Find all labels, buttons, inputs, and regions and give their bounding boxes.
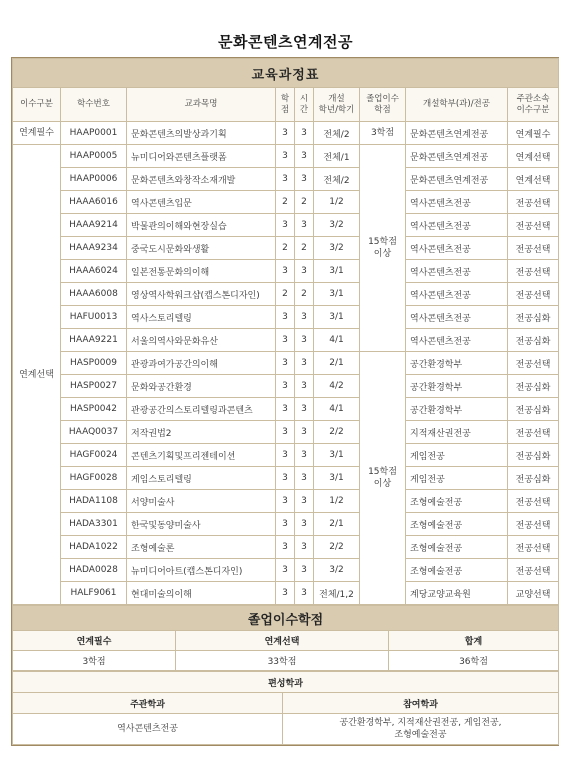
course-hours: 3 <box>295 122 314 145</box>
course-credits: 3 <box>276 375 295 398</box>
col-header-credits: 학 점 <box>276 88 295 122</box>
course-credits: 3 <box>276 467 295 490</box>
course-host-category: 전공심화 <box>508 306 559 329</box>
course-code: HALF9061 <box>61 582 127 605</box>
course-code: HAGF0028 <box>61 467 127 490</box>
course-name: 뉴미디어와콘텐츠플랫폼 <box>127 145 276 168</box>
course-code: HADA1022 <box>61 536 127 559</box>
course-host-category: 전공선택 <box>508 214 559 237</box>
course-host-category: 전공선택 <box>508 260 559 283</box>
course-credits: 3 <box>276 444 295 467</box>
course-name: 영상역사학워크샵(캡스톤디자인) <box>127 283 276 306</box>
course-host-category: 연계필수 <box>508 122 559 145</box>
course-name: 콘텐츠기획및프리젠테이션 <box>127 444 276 467</box>
course-code: HADA0028 <box>61 559 127 582</box>
course-hours: 3 <box>295 145 314 168</box>
course-row <box>13 237 559 260</box>
course-name: 문화콘텐츠의발상과기획 <box>127 122 276 145</box>
course-term: 2/2 <box>314 536 360 559</box>
course-hours: 3 <box>295 467 314 490</box>
grad-credits-cell: 3학점 <box>360 122 406 145</box>
course-hours: 3 <box>295 214 314 237</box>
course-dept: 문화콘텐츠연계전공 <box>406 145 508 168</box>
course-host-category: 전공선택 <box>508 536 559 559</box>
col-header-course: 교과목명 <box>127 88 276 122</box>
course-term: 3/1 <box>314 260 360 283</box>
graduation-header-elective: 연계선택 <box>176 631 389 651</box>
course-name: 한국및동양미술사 <box>127 513 276 536</box>
course-hours: 3 <box>295 559 314 582</box>
course-hours: 3 <box>295 375 314 398</box>
course-row <box>13 214 559 237</box>
course-hours: 3 <box>295 306 314 329</box>
course-dept: 지적재산권전공 <box>406 421 508 444</box>
course-hours: 3 <box>295 398 314 421</box>
course-term: 전체/2 <box>314 122 360 145</box>
course-term: 전체/1 <box>314 145 360 168</box>
course-name: 서양미술사 <box>127 490 276 513</box>
course-host-category: 전공심화 <box>508 398 559 421</box>
column-header-row <box>13 88 559 122</box>
course-credits: 3 <box>276 122 295 145</box>
course-row <box>13 444 559 467</box>
course-term: 1/2 <box>314 191 360 214</box>
course-dept: 역사콘텐츠전공 <box>406 329 508 352</box>
course-code: HAAQ0037 <box>61 421 127 444</box>
course-host-category: 교양선택 <box>508 582 559 605</box>
course-name: 역사스토리텔링 <box>127 306 276 329</box>
course-dept: 게임전공 <box>406 467 508 490</box>
course-hours: 3 <box>295 490 314 513</box>
course-code: HAAP0006 <box>61 168 127 191</box>
grad-credits-cell: 15학점 이상 <box>360 145 406 352</box>
course-name: 문화콘텐츠와창작소재개발 <box>127 168 276 191</box>
course-code: HAFU0013 <box>61 306 127 329</box>
course-dept: 역사콘텐츠전공 <box>406 214 508 237</box>
course-dept: 조형예술전공 <box>406 559 508 582</box>
graduation-title: 졸업이수학점 <box>13 606 559 631</box>
organization-table <box>12 671 559 745</box>
category-cell: 연계필수 <box>13 122 61 145</box>
col-header-open-dept: 개설학부(과)/전공 <box>406 88 508 122</box>
course-dept: 공간환경학부 <box>406 352 508 375</box>
course-host-category: 전공선택 <box>508 490 559 513</box>
course-code: HAAA6016 <box>61 191 127 214</box>
course-host-category: 전공선택 <box>508 559 559 582</box>
course-name: 게임스토리텔링 <box>127 467 276 490</box>
course-term: 3/2 <box>314 214 360 237</box>
course-credits: 3 <box>276 214 295 237</box>
course-code: HAGF0024 <box>61 444 127 467</box>
course-term: 4/2 <box>314 375 360 398</box>
course-name: 박물관의이해와현장실습 <box>127 214 276 237</box>
course-term: 3/2 <box>314 237 360 260</box>
col-header-category: 이수구분 <box>13 88 61 122</box>
course-code: HASP0042 <box>61 398 127 421</box>
graduation-value-elective: 33학점 <box>176 651 389 671</box>
course-credits: 3 <box>276 398 295 421</box>
organization-title: 편성학과 <box>13 672 559 693</box>
col-header-open-term: 개설 학년/학기 <box>314 88 360 122</box>
course-code: HASP0027 <box>61 375 127 398</box>
course-hours: 3 <box>295 536 314 559</box>
course-credits: 3 <box>276 168 295 191</box>
course-dept: 공간환경학부 <box>406 398 508 421</box>
course-code: HADA3301 <box>61 513 127 536</box>
course-hours: 2 <box>295 237 314 260</box>
course-row <box>13 168 559 191</box>
graduation-value-required: 3학점 <box>13 651 176 671</box>
course-dept: 역사콘텐츠전공 <box>406 306 508 329</box>
participating-dept-value: 공간환경학부, 지적재산권전공, 게임전공, 조형예술전공 <box>283 714 559 745</box>
course-credits: 3 <box>276 329 295 352</box>
course-name: 뉴미디어아트(캡스톤디자인) <box>127 559 276 582</box>
graduation-header-required: 연계필수 <box>13 631 176 651</box>
course-row <box>13 582 559 605</box>
course-row <box>13 375 559 398</box>
course-host-category: 전공심화 <box>508 467 559 490</box>
course-row <box>13 490 559 513</box>
course-dept: 역사콘텐츠전공 <box>406 237 508 260</box>
course-code: HAAA9214 <box>61 214 127 237</box>
course-dept: 조형예술전공 <box>406 536 508 559</box>
course-hours: 3 <box>295 421 314 444</box>
course-term: 2/1 <box>314 513 360 536</box>
course-dept: 역사콘텐츠전공 <box>406 260 508 283</box>
col-header-grad-credits: 졸업이수 학점 <box>360 88 406 122</box>
course-credits: 3 <box>276 536 295 559</box>
course-name: 조형예술론 <box>127 536 276 559</box>
course-term: 3/1 <box>314 467 360 490</box>
course-hours: 3 <box>295 329 314 352</box>
course-hours: 3 <box>295 352 314 375</box>
course-row <box>13 421 559 444</box>
course-list <box>13 122 559 605</box>
course-term: 2/1 <box>314 352 360 375</box>
curriculum-frame <box>11 57 559 746</box>
course-row <box>13 513 559 536</box>
course-code: HADA1108 <box>61 490 127 513</box>
course-name: 중국도시문화와생활 <box>127 237 276 260</box>
course-name: 일본전통문화의이해 <box>127 260 276 283</box>
participating-dept-label: 참여학과 <box>283 693 559 714</box>
course-code: HAAA6024 <box>61 260 127 283</box>
grad-credits-cell: 15학점 이상 <box>360 352 406 605</box>
course-credits: 3 <box>276 490 295 513</box>
course-hours: 3 <box>295 444 314 467</box>
course-term: 전체/2 <box>314 168 360 191</box>
course-dept: 게임전공 <box>406 444 508 467</box>
course-row <box>13 398 559 421</box>
course-credits: 2 <box>276 237 295 260</box>
course-host-category: 전공심화 <box>508 329 559 352</box>
course-term: 2/2 <box>314 421 360 444</box>
course-name: 현대미술의이해 <box>127 582 276 605</box>
course-term: 3/2 <box>314 559 360 582</box>
course-row <box>13 306 559 329</box>
course-host-category: 전공심화 <box>508 375 559 398</box>
col-header-hours: 시 간 <box>295 88 314 122</box>
curriculum-table <box>12 58 559 605</box>
course-hours: 3 <box>295 582 314 605</box>
course-row <box>13 467 559 490</box>
host-dept-label: 주관학과 <box>13 693 283 714</box>
course-name: 서울의역사와문화유산 <box>127 329 276 352</box>
course-credits: 3 <box>276 582 295 605</box>
course-name: 관광공간의스토리텔링과콘텐츠 <box>127 398 276 421</box>
page-title: 문화콘텐츠연계전공 <box>218 33 353 51</box>
course-dept: 문화콘텐츠연계전공 <box>406 168 508 191</box>
course-host-category: 전공선택 <box>508 191 559 214</box>
course-host-category: 전공선택 <box>508 237 559 260</box>
graduation-credits-table <box>12 605 559 671</box>
course-row <box>13 145 559 168</box>
course-hours: 3 <box>295 513 314 536</box>
course-name: 역사콘텐츠입문 <box>127 191 276 214</box>
course-dept: 역사콘텐츠전공 <box>406 283 508 306</box>
course-dept: 조형예술전공 <box>406 513 508 536</box>
course-row <box>13 559 559 582</box>
course-row <box>13 536 559 559</box>
course-credits: 3 <box>276 306 295 329</box>
course-term: 3/1 <box>314 306 360 329</box>
course-term: 3/1 <box>314 283 360 306</box>
course-credits: 3 <box>276 145 295 168</box>
graduation-header-total: 합계 <box>389 631 559 651</box>
course-row <box>13 191 559 214</box>
course-hours: 2 <box>295 283 314 306</box>
course-code: HASP0009 <box>61 352 127 375</box>
course-term: 3/1 <box>314 444 360 467</box>
course-dept: 문화콘텐츠연계전공 <box>406 122 508 145</box>
course-name: 저작권법2 <box>127 421 276 444</box>
course-term: 4/1 <box>314 329 360 352</box>
course-row <box>13 260 559 283</box>
course-term: 4/1 <box>314 398 360 421</box>
course-credits: 3 <box>276 260 295 283</box>
course-code: HAAA6008 <box>61 283 127 306</box>
course-dept: 조형예술전공 <box>406 490 508 513</box>
course-dept: 공간환경학부 <box>406 375 508 398</box>
course-credits: 3 <box>276 513 295 536</box>
course-host-category: 전공선택 <box>508 352 559 375</box>
course-host-category: 전공선택 <box>508 421 559 444</box>
course-dept: 계당교양교육원 <box>406 582 508 605</box>
graduation-value-total: 36학점 <box>389 651 559 671</box>
course-credits: 3 <box>276 352 295 375</box>
course-hours: 2 <box>295 191 314 214</box>
course-hours: 3 <box>295 260 314 283</box>
curriculum-title: 교육과정표 <box>13 59 559 88</box>
course-hours: 3 <box>295 168 314 191</box>
col-header-host-category: 주관소속 이수구분 <box>508 88 559 122</box>
course-host-category: 전공심화 <box>508 444 559 467</box>
course-term: 1/2 <box>314 490 360 513</box>
course-credits: 2 <box>276 191 295 214</box>
course-row <box>13 122 559 145</box>
host-dept-value: 역사콘텐츠전공 <box>13 714 283 745</box>
course-host-category: 연계선택 <box>508 145 559 168</box>
course-code: HAAA9234 <box>61 237 127 260</box>
course-host-category: 연계선택 <box>508 168 559 191</box>
course-credits: 2 <box>276 283 295 306</box>
course-credits: 3 <box>276 421 295 444</box>
course-row <box>13 283 559 306</box>
category-cell: 연계선택 <box>13 145 61 605</box>
course-name: 관광과여가공간의이해 <box>127 352 276 375</box>
course-dept: 역사콘텐츠전공 <box>406 191 508 214</box>
course-row <box>13 329 559 352</box>
course-code: HAAP0001 <box>61 122 127 145</box>
course-row <box>13 352 559 375</box>
course-term: 전체/1,2 <box>314 582 360 605</box>
course-host-category: 전공선택 <box>508 283 559 306</box>
col-header-code: 학수번호 <box>61 88 127 122</box>
course-host-category: 전공선택 <box>508 513 559 536</box>
course-code: HAAA9221 <box>61 329 127 352</box>
course-code: HAAP0005 <box>61 145 127 168</box>
course-credits: 3 <box>276 559 295 582</box>
course-name: 문화와공간환경 <box>127 375 276 398</box>
